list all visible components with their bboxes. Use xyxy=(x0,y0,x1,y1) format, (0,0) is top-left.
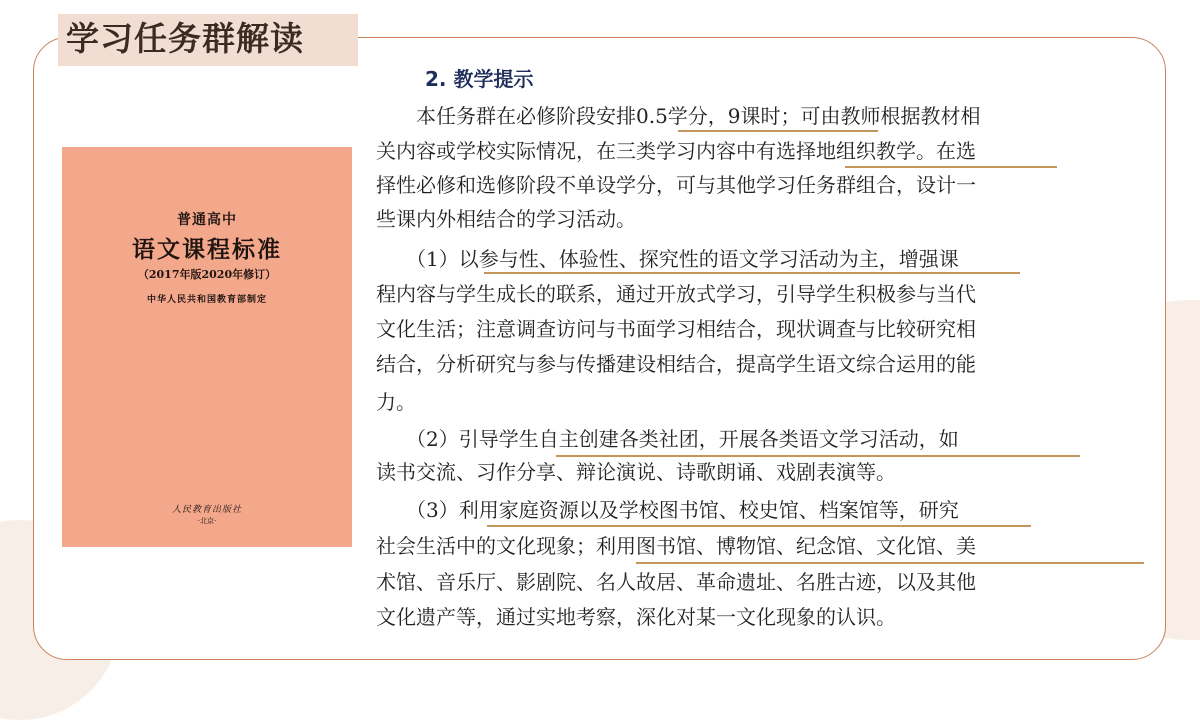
highlight-underline xyxy=(636,562,1144,564)
paragraph-line: 读书交流、习作分享、辩论演说、诗歌朗诵、戏剧表演等。 xyxy=(376,460,896,484)
book-issuer: 中华人民共和国教育部制定 xyxy=(146,295,267,305)
highlight-underline xyxy=(484,272,1020,274)
paragraph-line: 择性必修和选修阶段不单设学分，可与其他学习任务群组合，设计一 xyxy=(376,173,976,197)
highlight-underline xyxy=(487,525,1031,527)
page-title: 学习任务群解读 xyxy=(66,19,304,58)
book-city: ·北京· xyxy=(197,517,217,525)
paragraph-line: 文化遗产等，通过实地考察，深化对某一文化现象的认识。 xyxy=(376,605,896,629)
book-subtitle: 普通高中 xyxy=(177,212,237,228)
paragraph-line: 社会生活中的文化现象；利用图书馆、博物馆、纪念馆、文化馆、美 xyxy=(376,534,976,558)
book-title: 语文课程标准 xyxy=(132,236,282,263)
paragraph-line: 关内容或学校实际情况，在三类学习内容中有选择地组织教学。在选 xyxy=(376,139,976,163)
book-publisher: 人民教育出版社 xyxy=(171,505,242,515)
highlight-underline xyxy=(556,455,1080,457)
paragraph-line: 本任务群在必修阶段安排0.5学分，9课时；可由教师根据教材相 xyxy=(376,104,981,128)
paragraph-line: 力。 xyxy=(376,390,416,414)
paragraph-line: 文化生活；注意调查访问与书面学习相结合，现状调查与比较研究相 xyxy=(376,317,976,341)
paragraph-line: （2）引导学生自主创建各类社团，开展各类语文学习活动，如 xyxy=(376,427,959,451)
paragraph-line: 结合，分析研究与参与传播建设相结合，提高学生语文综合运用的能 xyxy=(376,352,976,376)
book-cover-image xyxy=(62,147,352,547)
paragraph-line: （1）以参与性、体验性、探究性的语文学习活动为主，增强课 xyxy=(376,247,959,271)
paragraph-line: 术馆、音乐厅、影剧院、名人故居、革命遗址、名胜古迹，以及其他 xyxy=(376,570,976,594)
highlight-underline xyxy=(845,166,1057,168)
paragraph-line: （3）利用家庭资源以及学校图书馆、校史馆、档案馆等，研究 xyxy=(376,498,959,522)
paragraph-line: 程内容与学生成长的联系，通过开放式学习，引导学生积极参与当代 xyxy=(376,282,976,306)
section-heading: 2. 教学提示 xyxy=(425,67,534,91)
book-edition: （2017年版2020年修订） xyxy=(137,268,277,281)
paragraph-line: 些课内外相结合的学习活动。 xyxy=(376,207,636,231)
highlight-underline xyxy=(678,130,878,132)
